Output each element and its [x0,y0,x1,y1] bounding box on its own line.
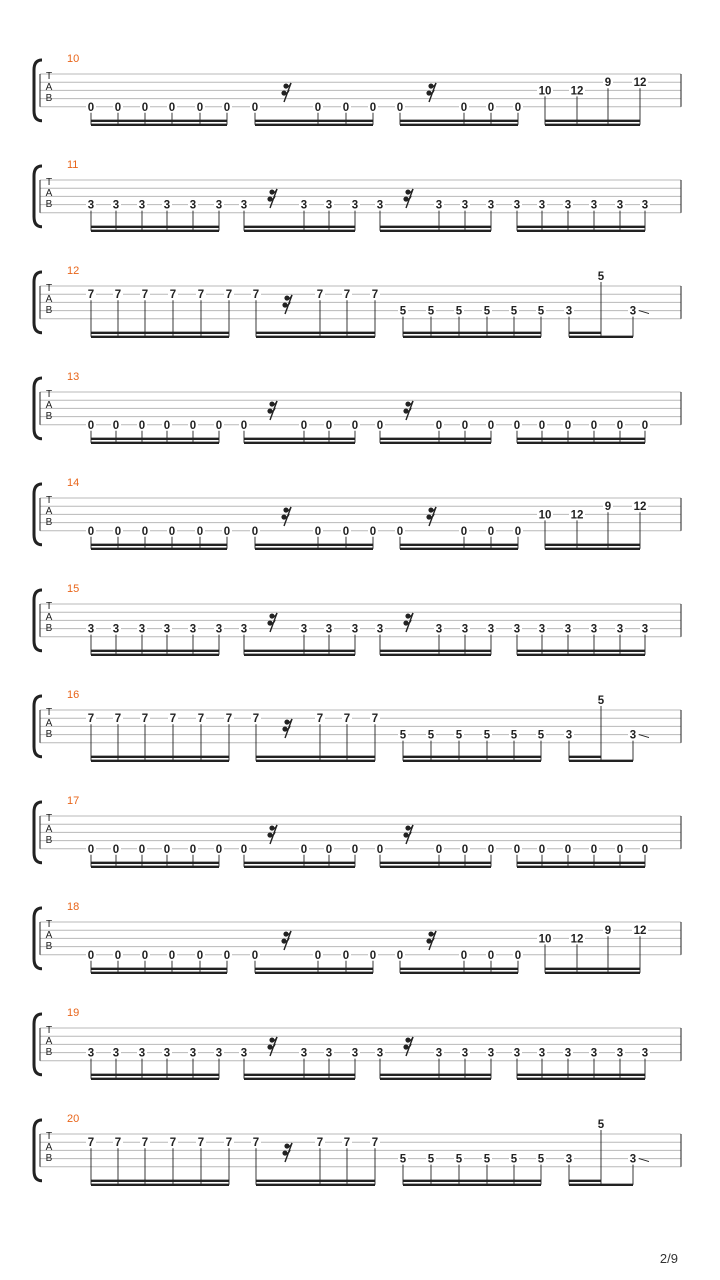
fret-number: 0 [435,419,443,432]
fret-number: 3 [300,623,308,636]
fret-number: 0 [616,419,624,432]
fret-number: 7 [225,289,233,302]
fret-number: 0 [514,101,522,114]
fret-number: 0 [251,525,259,538]
fret-number: 5 [537,729,545,742]
fret-number: 7 [316,713,324,726]
fret-number: 3 [300,199,308,212]
fret-number: 0 [369,525,377,538]
fret-number: 3 [300,1047,308,1060]
tab-system [34,583,681,655]
fret-number: 0 [112,843,120,856]
measure-number: 13 [67,371,80,383]
tab-clef-letter: T [45,919,53,930]
fret-number: 7 [252,1137,260,1150]
fret-number: 0 [590,843,598,856]
fret-number: 0 [487,525,495,538]
fret-number: 12 [633,925,647,938]
fret-number: 3 [112,623,120,636]
tab-clef-letter: T [45,283,53,294]
fret-number: 0 [141,525,149,538]
fret-number: 0 [325,419,333,432]
fret-number: 3 [376,1047,384,1060]
fret-number: 3 [487,1047,495,1060]
tab-clef-letter: T [45,1025,53,1036]
fret-number: 7 [169,1137,177,1150]
fret-number: 10 [538,933,552,946]
fret-number: 7 [225,1137,233,1150]
fret-number: 3 [376,623,384,636]
tab-clef-letter: T [45,177,53,188]
fret-number: 0 [616,843,624,856]
fret-number: 3 [629,1153,637,1166]
measure-number: 19 [67,1007,80,1019]
tab-system [34,1007,681,1079]
fret-number: 5 [399,1153,407,1166]
tab-system [34,1113,681,1185]
tab-clef-letter: A [45,612,53,623]
measure-number: 10 [67,53,80,65]
fret-number: 0 [300,419,308,432]
fret-number: 3 [513,199,521,212]
fret-number: 7 [371,1137,379,1150]
fret-number: 3 [616,1047,624,1060]
fret-number: 3 [325,199,333,212]
fret-number: 7 [343,289,351,302]
fret-number: 3 [376,199,384,212]
fret-number: 3 [112,1047,120,1060]
fret-number: 0 [460,525,468,538]
fret-number: 0 [114,101,122,114]
fret-number: 3 [565,305,573,318]
fret-number: 3 [487,623,495,636]
fret-number: 0 [325,843,333,856]
fret-number: 0 [168,101,176,114]
tab-clef-letter: A [45,824,53,835]
fret-number: 0 [351,419,359,432]
fret-number: 3 [87,1047,95,1060]
fret-number: 7 [141,713,149,726]
fret-number: 3 [564,199,572,212]
fret-number: 0 [564,419,572,432]
fret-number: 0 [514,525,522,538]
fret-number: 0 [87,101,95,114]
fret-number: 3 [629,305,637,318]
fret-number: 5 [483,729,491,742]
fret-number: 0 [396,101,404,114]
fret-number: 0 [87,949,95,962]
fret-number: 7 [316,289,324,302]
tab-system [34,901,681,973]
tab-clef-letter: T [45,495,53,506]
fret-number: 3 [435,199,443,212]
fret-number: 0 [87,525,95,538]
fret-number: 3 [189,623,197,636]
fret-number: 5 [399,729,407,742]
measure-number: 16 [67,689,80,701]
fret-number: 9 [604,925,612,938]
tab-clef-letter: A [45,1036,53,1047]
fret-number: 3 [629,729,637,742]
tab-system [34,689,681,761]
fret-number: 3 [461,199,469,212]
fret-number: 3 [325,623,333,636]
fret-number: 5 [537,1153,545,1166]
fret-number: 5 [537,305,545,318]
fret-number: 3 [564,1047,572,1060]
fret-number: 7 [87,713,95,726]
measure-number: 20 [67,1113,80,1125]
fret-number: 3 [590,199,598,212]
fret-number: 5 [597,1119,605,1131]
fret-number: 3 [87,199,95,212]
measure-number: 12 [67,265,80,277]
fret-number: 5 [399,305,407,318]
fret-number: 0 [138,843,146,856]
fret-number: 0 [351,843,359,856]
fret-number: 7 [87,289,95,302]
fret-number: 12 [570,933,584,946]
fret-number: 0 [138,419,146,432]
fret-number: 0 [342,101,350,114]
fret-number: 0 [513,843,521,856]
fret-number: 5 [510,729,518,742]
tab-clef-letter: B [45,93,53,104]
fret-number: 12 [570,509,584,522]
fret-number: 3 [435,623,443,636]
fret-number: 3 [215,199,223,212]
fret-number: 0 [396,949,404,962]
tab-clef-letter: B [45,623,53,634]
fret-number: 7 [197,289,205,302]
fret-number: 3 [538,1047,546,1060]
fret-number: 3 [487,199,495,212]
tab-system [34,371,681,443]
tab-clef-letter: B [45,835,53,846]
fret-number: 0 [487,101,495,114]
tab-clef-letter: T [45,1131,53,1142]
fret-number: 3 [538,623,546,636]
fret-number: 3 [112,199,120,212]
fret-number: 7 [114,1137,122,1150]
fret-number: 0 [114,525,122,538]
fret-number: 3 [240,623,248,636]
fret-number: 7 [114,289,122,302]
fret-number: 0 [369,101,377,114]
fret-number: 5 [427,1153,435,1166]
fret-number: 0 [189,419,197,432]
tab-clef-letter: T [45,601,53,612]
fret-number: 3 [564,623,572,636]
tab-system [34,53,681,125]
fret-number: 0 [114,949,122,962]
fret-number: 0 [369,949,377,962]
fret-number: 0 [223,525,231,538]
fret-number: 0 [487,419,495,432]
fret-number: 3 [189,199,197,212]
fret-number: 5 [597,695,605,707]
fret-number: 0 [240,843,248,856]
fret-number: 0 [590,419,598,432]
fret-number: 0 [223,949,231,962]
tab-clef-letter: A [45,930,53,941]
fret-number: 0 [251,101,259,114]
fret-number: 3 [616,623,624,636]
fret-number: 10 [538,85,552,98]
fret-number: 3 [351,199,359,212]
fret-number: 5 [427,729,435,742]
fret-number: 7 [141,1137,149,1150]
fret-number: 3 [138,623,146,636]
fret-number: 3 [616,199,624,212]
fret-number: 0 [189,843,197,856]
page-number: 2/9 [659,1251,678,1266]
fret-number: 0 [163,843,171,856]
tab-clef-letter: B [45,941,53,952]
fret-number: 0 [314,949,322,962]
fret-number: 0 [87,419,95,432]
fret-number: 3 [351,623,359,636]
fret-number: 5 [483,1153,491,1166]
fret-number: 5 [455,305,463,318]
fret-number: 10 [538,509,552,522]
fret-number: 3 [163,623,171,636]
fret-number: 3 [138,199,146,212]
measure-number: 11 [67,159,79,171]
fret-number: 3 [461,623,469,636]
fret-number: 0 [87,843,95,856]
fret-number: 0 [141,101,149,114]
fret-number: 3 [513,1047,521,1060]
fret-number: 12 [633,501,647,514]
fret-number: 3 [325,1047,333,1060]
fret-number: 7 [169,289,177,302]
tab-clef-letter: B [45,729,53,740]
measure-number: 14 [67,477,80,489]
fret-number: 3 [538,199,546,212]
fret-number: 9 [604,501,612,514]
fret-number: 3 [461,1047,469,1060]
fret-number: 7 [316,1137,324,1150]
fret-number: 5 [455,1153,463,1166]
fret-number: 3 [641,623,649,636]
fret-number: 0 [314,101,322,114]
fret-number: 0 [342,949,350,962]
fret-number: 3 [513,623,521,636]
fret-number: 0 [538,843,546,856]
fret-number: 0 [487,949,495,962]
measure-number: 15 [67,583,80,595]
fret-number: 5 [427,305,435,318]
fret-number: 0 [376,419,384,432]
fret-number: 9 [604,77,612,90]
fret-number: 7 [197,1137,205,1150]
fret-number: 3 [641,1047,649,1060]
fret-number: 3 [565,729,573,742]
fret-number: 5 [510,1153,518,1166]
fret-number: 0 [461,419,469,432]
tab-clef-letter: A [45,294,53,305]
fret-number: 5 [510,305,518,318]
tab-clef-letter: B [45,199,53,210]
fret-number: 7 [252,289,260,302]
fret-number: 0 [240,419,248,432]
tab-clef-letter: T [45,707,53,718]
tab-clef-letter: T [45,389,53,400]
fret-number: 3 [240,199,248,212]
fret-number: 7 [197,713,205,726]
tab-system [34,265,681,337]
tab-system [34,159,681,231]
tab-clef-letter: A [45,82,53,93]
fret-number: 3 [641,199,649,212]
fret-number: 0 [141,949,149,962]
fret-number: 3 [163,199,171,212]
fret-number: 3 [189,1047,197,1060]
fret-number: 0 [487,843,495,856]
fret-number: 0 [168,949,176,962]
fret-number: 7 [343,1137,351,1150]
tab-clef-letter: T [45,813,53,824]
fret-number: 3 [215,1047,223,1060]
fret-number: 7 [141,289,149,302]
fret-number: 0 [513,419,521,432]
fret-number: 0 [223,101,231,114]
fret-number: 0 [300,843,308,856]
tab-clef-letter: B [45,305,53,316]
fret-number: 5 [455,729,463,742]
fret-number: 0 [564,843,572,856]
fret-number: 7 [371,289,379,302]
fret-number: 0 [163,419,171,432]
fret-number: 5 [597,271,605,283]
fret-number: 7 [114,713,122,726]
fret-number: 7 [371,713,379,726]
fret-number: 0 [461,843,469,856]
fret-number: 0 [251,949,259,962]
fret-number: 0 [112,419,120,432]
fret-number: 3 [138,1047,146,1060]
fret-number: 12 [570,85,584,98]
fret-number: 0 [215,843,223,856]
fret-number: 12 [633,77,647,90]
fret-number: 0 [538,419,546,432]
fret-number: 3 [565,1153,573,1166]
fret-number: 0 [196,525,204,538]
fret-number: 5 [483,305,491,318]
fret-number: 7 [252,713,260,726]
fret-number: 3 [163,1047,171,1060]
fret-number: 3 [87,623,95,636]
fret-number: 0 [641,419,649,432]
fret-number: 3 [240,1047,248,1060]
tab-clef-letter: A [45,718,53,729]
tab-clef-letter: A [45,188,53,199]
fret-number: 7 [343,713,351,726]
tab-clef-letter: T [45,71,53,82]
tab-clef-letter: B [45,1047,53,1058]
fret-number: 3 [215,623,223,636]
fret-number: 7 [87,1137,95,1150]
fret-number: 0 [168,525,176,538]
fret-number: 3 [590,623,598,636]
fret-number: 0 [460,101,468,114]
fret-number: 0 [196,949,204,962]
fret-number: 0 [342,525,350,538]
tab-clef-letter: B [45,1153,53,1164]
fret-number: 0 [641,843,649,856]
fret-number: 0 [435,843,443,856]
fret-number: 3 [351,1047,359,1060]
measure-number: 17 [67,795,80,807]
fret-number: 3 [435,1047,443,1060]
fret-number: 0 [396,525,404,538]
fret-number: 0 [514,949,522,962]
tab-clef-letter: A [45,400,53,411]
tab-system [34,477,681,549]
tab-clef-letter: A [45,506,53,517]
tab-clef-letter: A [45,1142,53,1153]
fret-number: 3 [590,1047,598,1060]
measure-number: 18 [67,901,80,913]
fret-number: 0 [376,843,384,856]
fret-number: 0 [215,419,223,432]
fret-number: 7 [169,713,177,726]
tab-system [34,795,681,867]
fret-number: 0 [196,101,204,114]
tab-clef-letter: B [45,411,53,422]
tab-clef-letter: B [45,517,53,528]
fret-number: 0 [460,949,468,962]
fret-number: 7 [225,713,233,726]
fret-number: 0 [314,525,322,538]
